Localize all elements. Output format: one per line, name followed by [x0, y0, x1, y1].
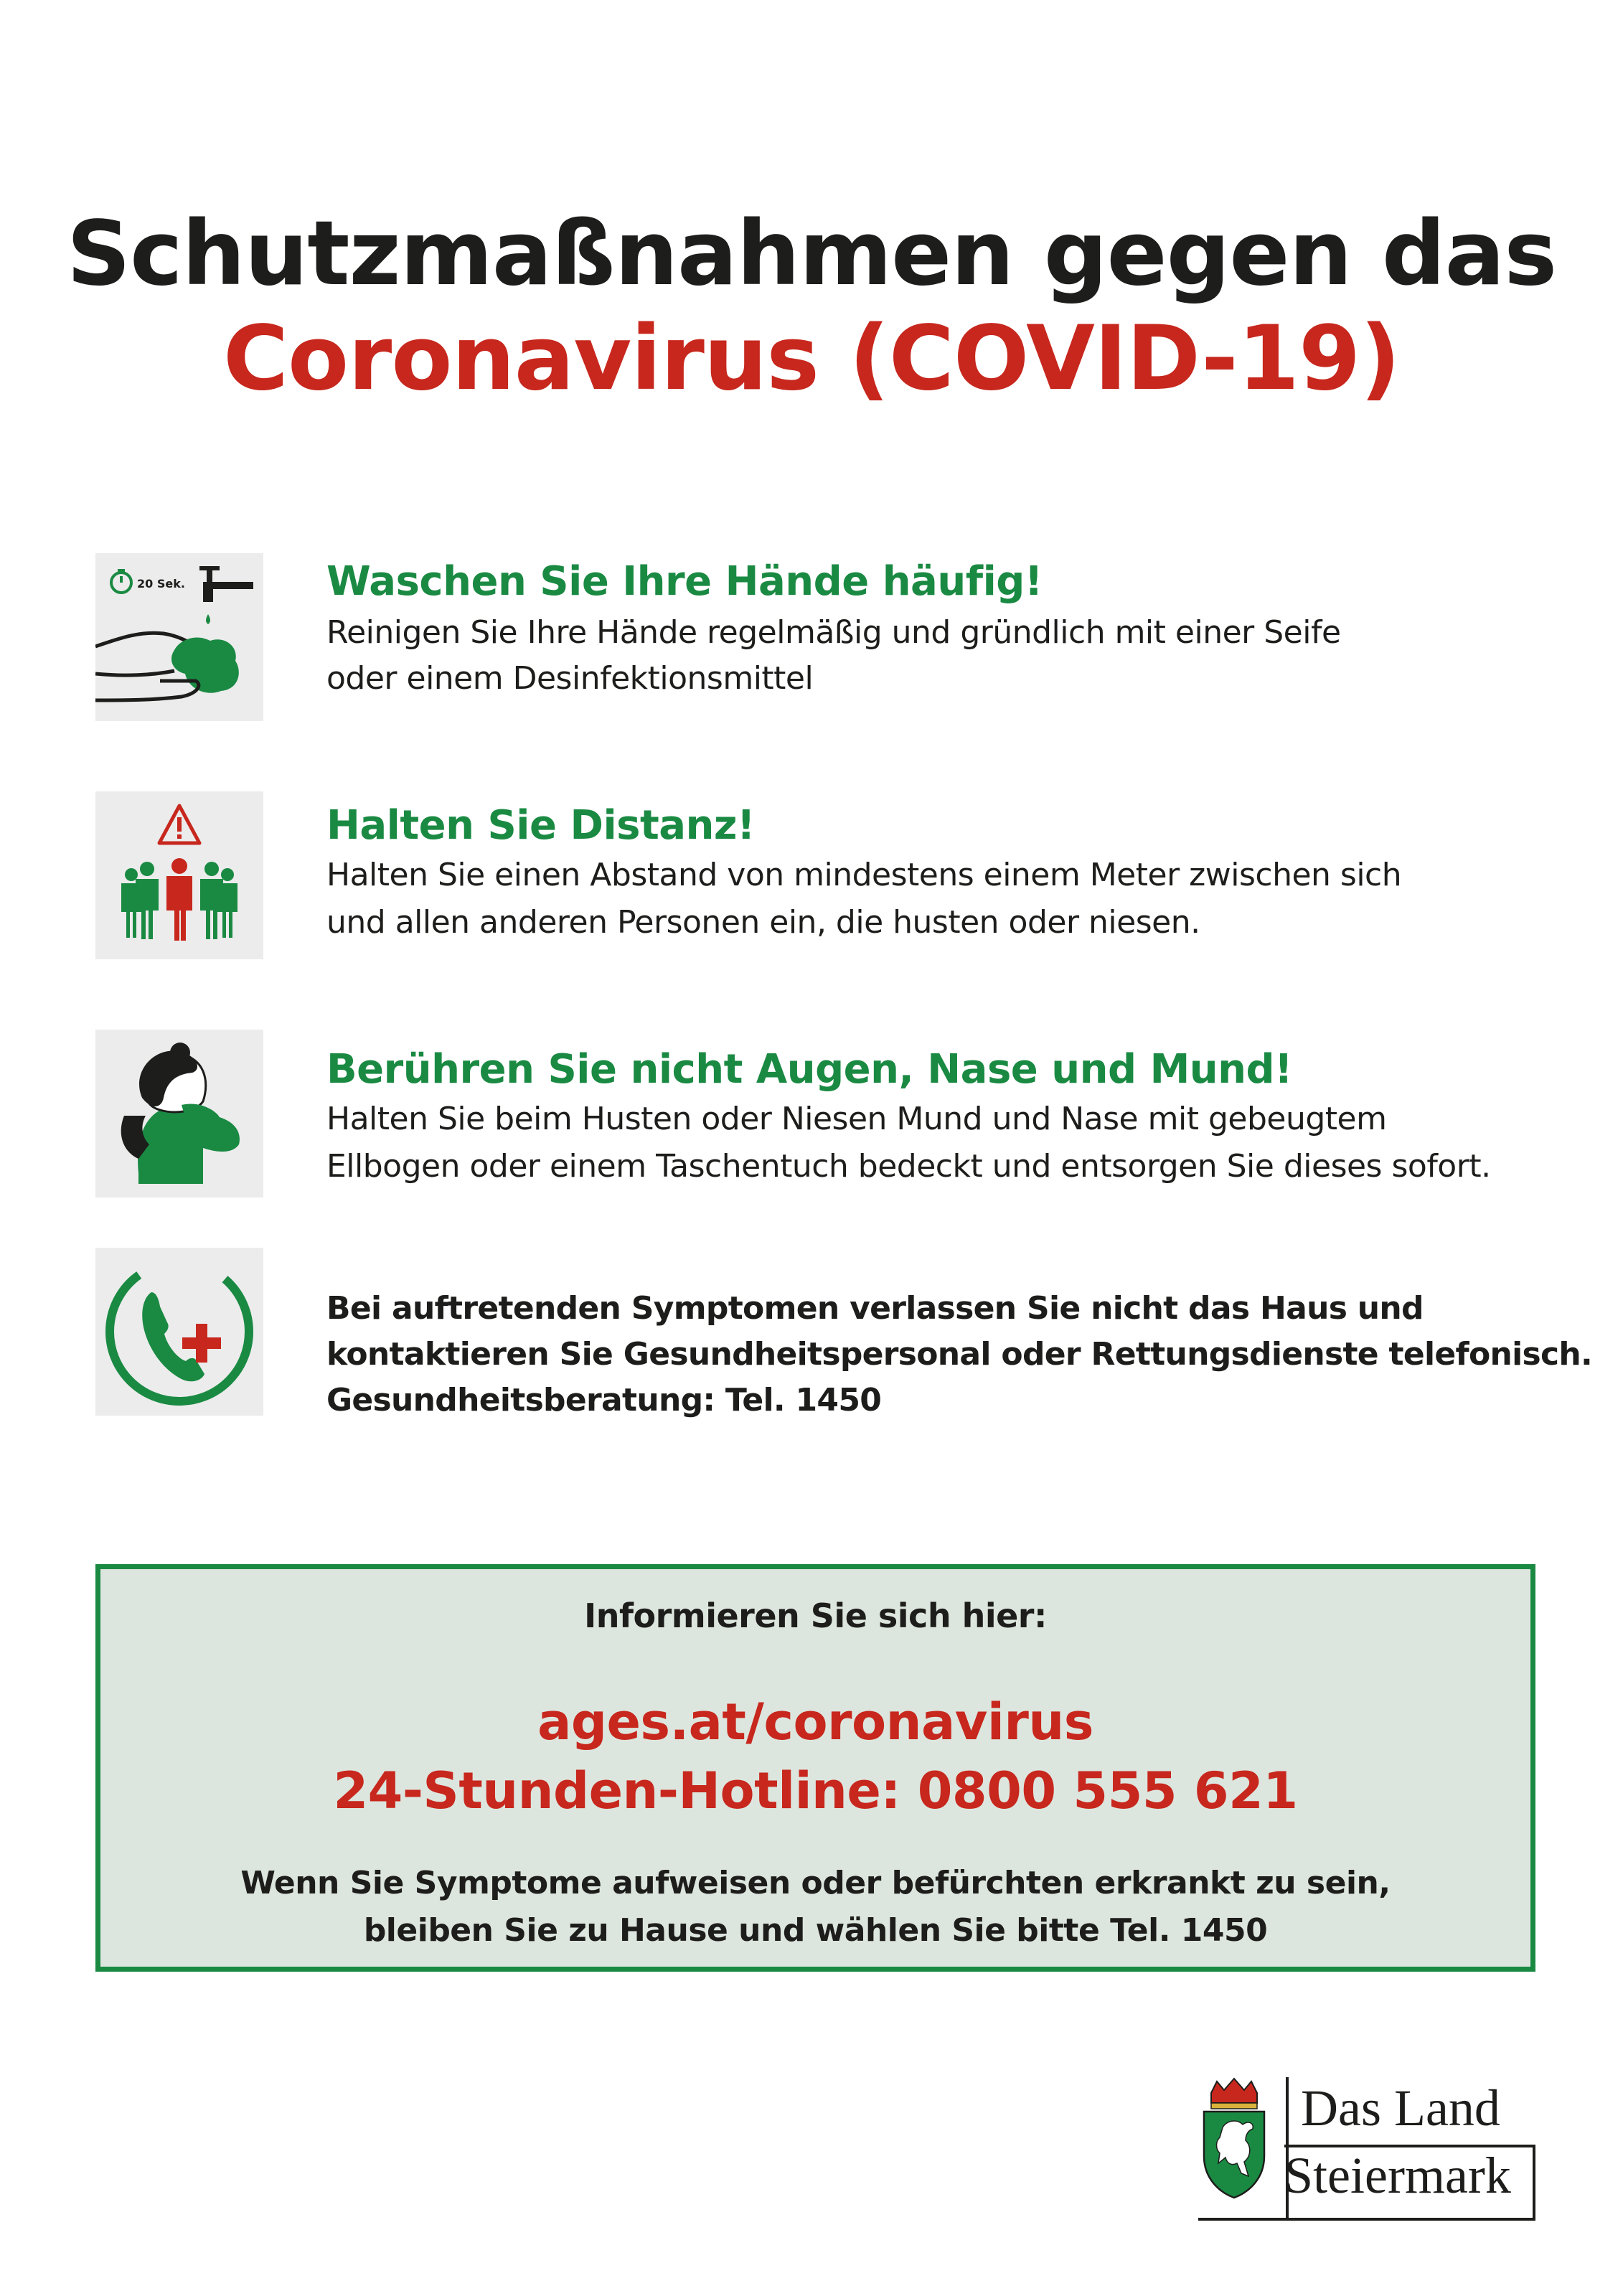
info-url-link[interactable]: ages.at/coronavirus: [537, 1693, 1093, 1751]
item-text-distance-line2: und allen anderen Personen ein, die husten oder niesen.: [326, 904, 1200, 941]
cough-elbow-icon: [95, 1030, 263, 1198]
info-hotline: 24-Stunden-Hotline: 0800 555 621: [333, 1761, 1298, 1820]
item-heading-touch: Berühren Sie nicht Augen, Nase und Mund!: [326, 1046, 1293, 1093]
logo-text-line1: Das Land: [1301, 2079, 1500, 2137]
item-text-touch-line1: Halten Sie beim Husten oder Niesen Mund und Nase mit gebeugtem: [326, 1101, 1387, 1137]
info-note-line1: Wenn Sie Symptome aufweisen oder befürchten erkrankt zu sein,: [240, 1865, 1391, 1901]
info-box: [95, 1564, 1535, 1972]
info-note: [100, 1860, 1530, 1954]
keep-distance-icon: [95, 791, 263, 959]
page-title-line1: Schutzmaßnahmen gegen das: [66, 202, 1557, 306]
item-text-distance-line1: Halten Sie einen Abstand von mindestens einem Meter zwischen sich: [326, 857, 1402, 893]
styria-coat-of-arms-icon: [1198, 2077, 1270, 2199]
page-title-line2: Coronavirus (COVID-19): [222, 307, 1400, 410]
item-heading-wash: Waschen Sie Ihre Hände häufig!: [326, 558, 1043, 605]
hand-washing-icon: [95, 553, 263, 721]
item-heading-distance: Halten Sie Distanz!: [326, 802, 756, 849]
item-text-wash-line1: Reinigen Sie Ihre Hände regelmäßig und gründlich mit einer Seife: [326, 614, 1341, 651]
timer-label: 20 Sek.: [137, 577, 185, 591]
emergency-phone-icon: [95, 1248, 263, 1416]
info-label: Informieren Sie sich hier:: [584, 1596, 1047, 1635]
item-text-symptoms-line1: Bei auftretenden Symptomen verlassen Sie nicht das Haus und: [326, 1290, 1424, 1327]
item-text-symptoms-line3: Gesundheitsberatung: Tel. 1450: [326, 1382, 882, 1418]
item-text-symptoms-line2: kontaktieren Sie Gesundheitspersonal oder Rettungsdienste telefonisch.: [326, 1336, 1593, 1373]
info-note-line2: bleiben Sie zu Hause und wählen Sie bitte Tel. 1450: [363, 1912, 1268, 1949]
item-text-touch-line2: Ellbogen oder einem Taschentuch bedeckt und entsorgen Sie dieses sofort.: [326, 1148, 1491, 1185]
logo-text-line2: Steiermark: [1284, 2147, 1511, 2204]
item-text-wash-line2: oder einem Desinfektionsmittel: [326, 660, 814, 697]
footer-logo: [1198, 2077, 1535, 2221]
logo-divider-bottom: [1198, 2218, 1535, 2221]
logo-divider-right: [1533, 2145, 1535, 2221]
